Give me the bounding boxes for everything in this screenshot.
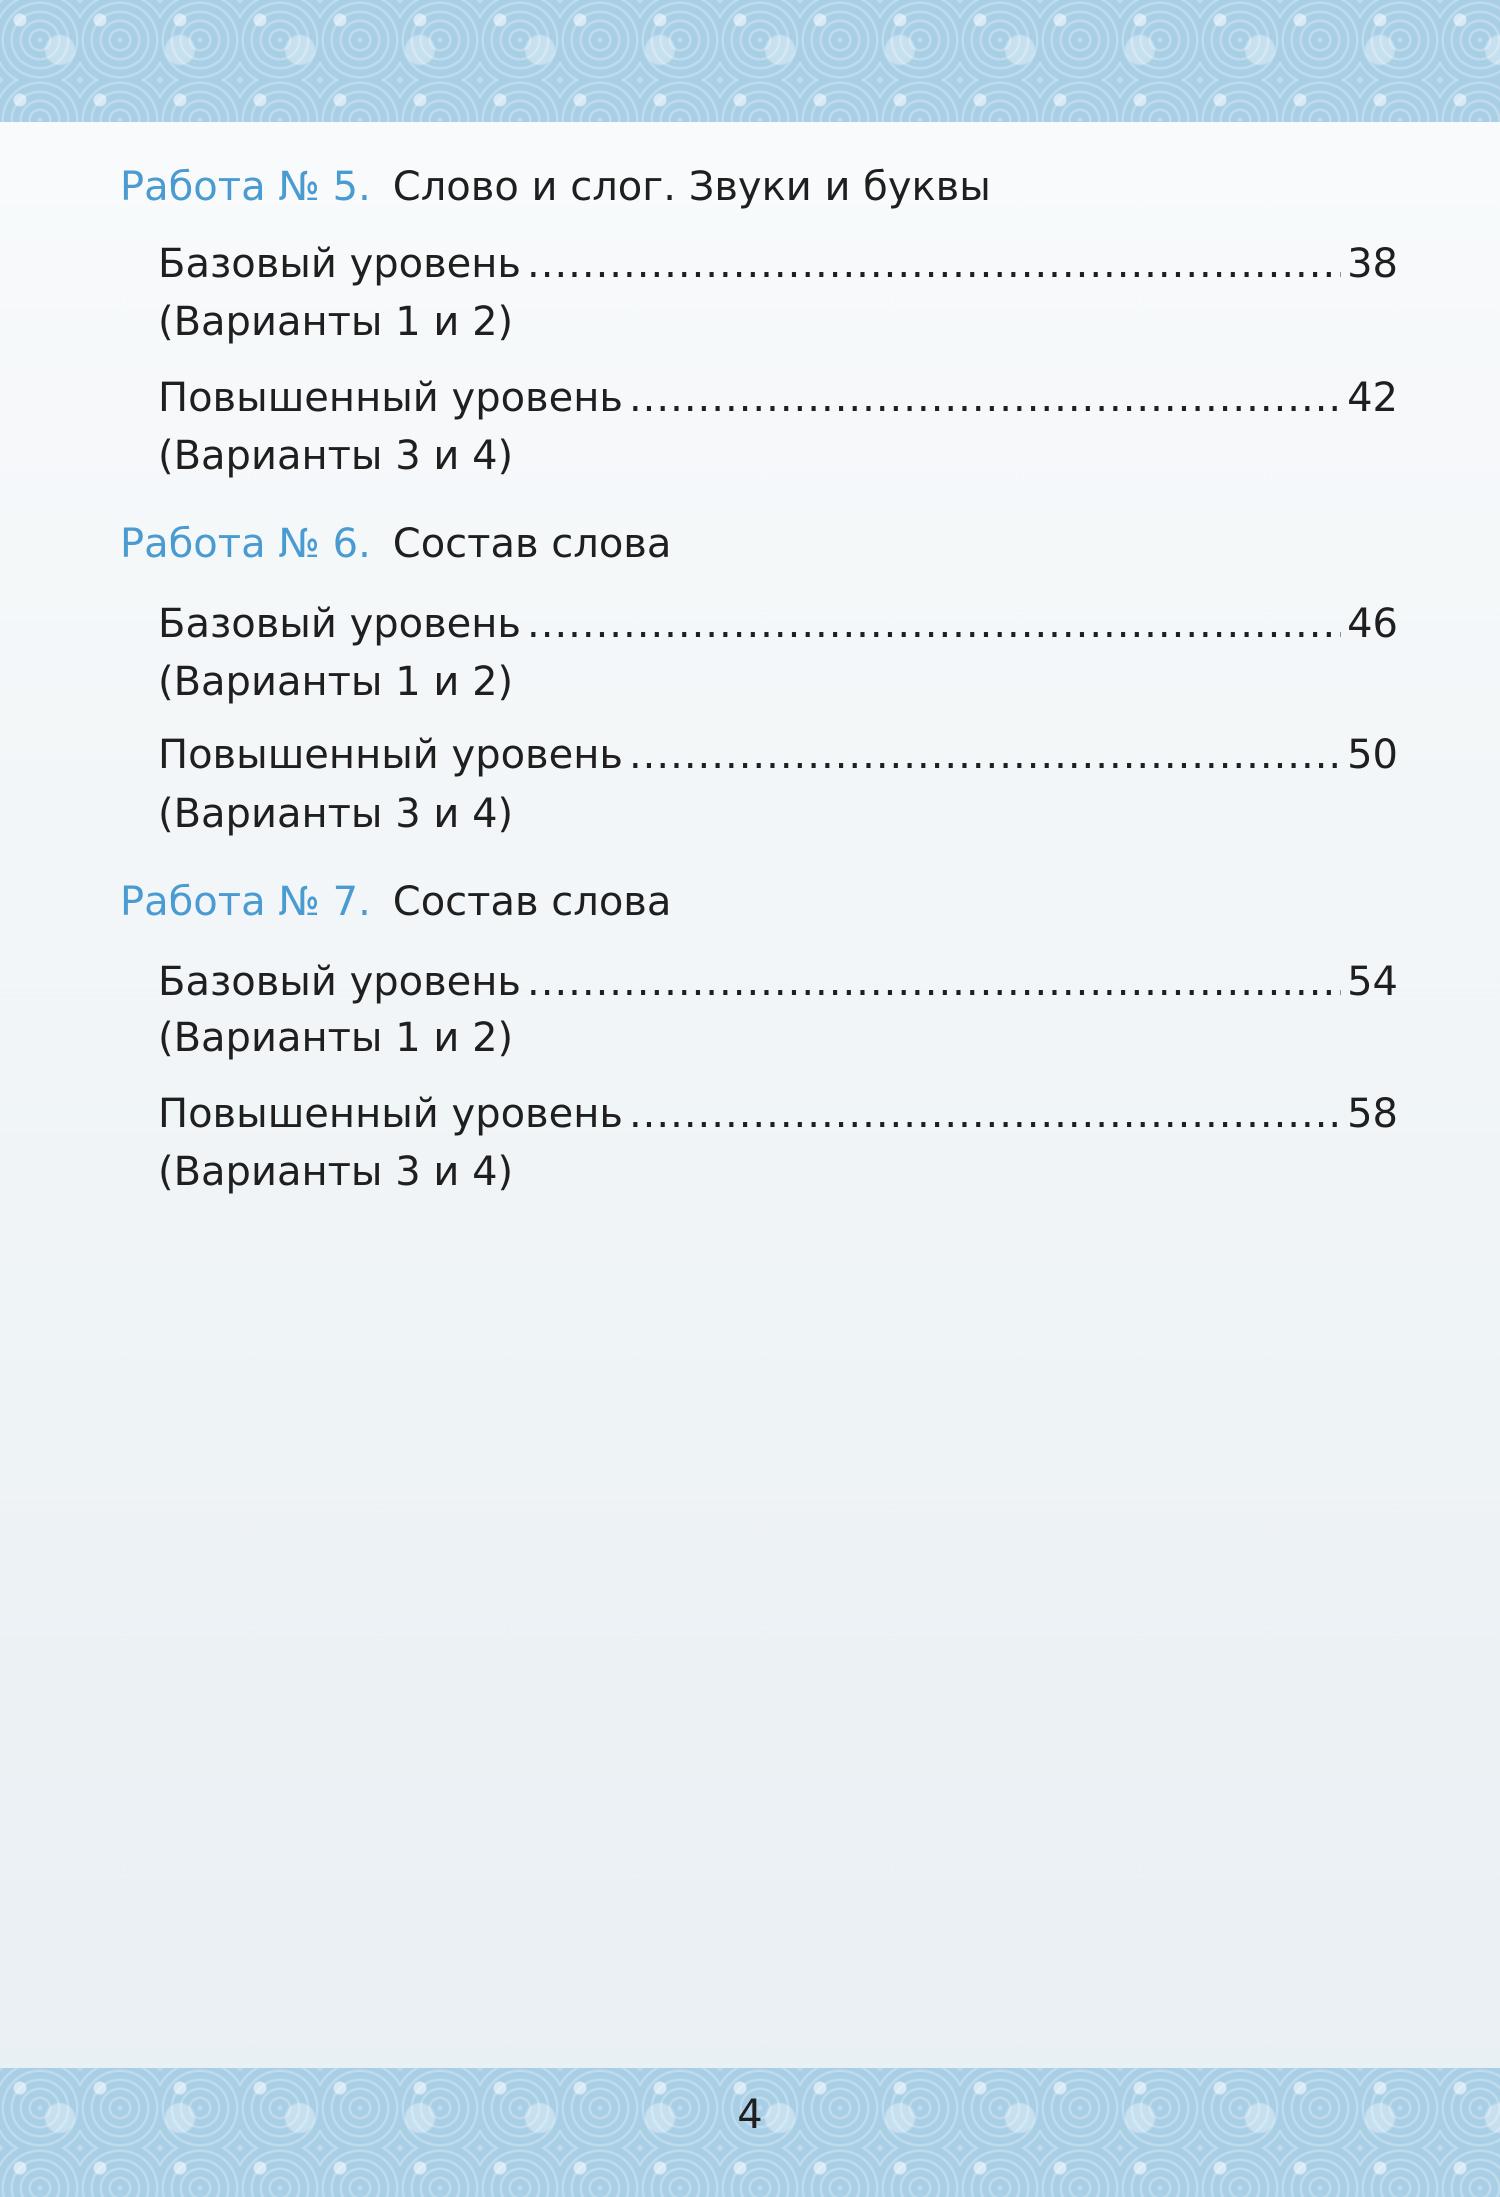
toc-entry[interactable] <box>158 732 1398 778</box>
entry-page: 50 <box>1347 732 1398 778</box>
entry-page: 54 <box>1347 959 1398 1005</box>
entry-label: Повышенный уровень <box>158 732 623 778</box>
entry-variants: (Варианты 1 и 2) <box>158 659 514 705</box>
toc-entry[interactable] <box>158 241 1398 287</box>
section-title: Слово и слог. Звуки и буквы <box>392 164 991 210</box>
dot-leader <box>629 735 1341 775</box>
toc-entry[interactable] <box>158 375 1398 421</box>
section-number: Работа № 7. <box>120 879 371 925</box>
toc-entry[interactable] <box>158 1091 1398 1137</box>
section-number: Работа № 5. <box>120 164 371 210</box>
dot-leader <box>527 604 1341 644</box>
entry-label: Повышенный уровень <box>158 1091 623 1137</box>
entry-page: 38 <box>1347 241 1398 287</box>
entry-variants: (Варианты 3 и 4) <box>158 1149 514 1195</box>
dot-leader <box>629 1094 1341 1134</box>
entry-label: Базовый уровень <box>158 959 522 1005</box>
page-number: 4 <box>737 2092 763 2138</box>
entry-variants: (Варианты 3 и 4) <box>158 433 514 479</box>
section-title: Состав слова <box>392 879 672 925</box>
entry-variants: (Варианты 3 и 4) <box>158 791 514 837</box>
section-number: Работа № 6. <box>120 521 371 567</box>
section-heading <box>120 164 991 210</box>
entry-label: Базовый уровень <box>158 241 522 287</box>
toc-entry[interactable] <box>158 959 1398 1005</box>
section-heading <box>120 521 672 567</box>
entry-label: Повышенный уровень <box>158 375 623 421</box>
section-heading <box>120 879 672 925</box>
entry-variants: (Варианты 1 и 2) <box>158 299 514 345</box>
entry-label: Базовый уровень <box>158 601 522 647</box>
dot-leader <box>527 962 1341 1002</box>
entry-page: 46 <box>1347 601 1398 647</box>
dot-leader <box>527 244 1341 284</box>
entry-page: 58 <box>1347 1091 1398 1137</box>
decorative-top-band <box>0 0 1500 122</box>
entry-page: 42 <box>1347 375 1398 421</box>
dot-leader <box>629 378 1341 418</box>
entry-variants: (Варианты 1 и 2) <box>158 1015 514 1061</box>
section-title: Состав слова <box>392 521 672 567</box>
toc-entry[interactable] <box>158 601 1398 647</box>
